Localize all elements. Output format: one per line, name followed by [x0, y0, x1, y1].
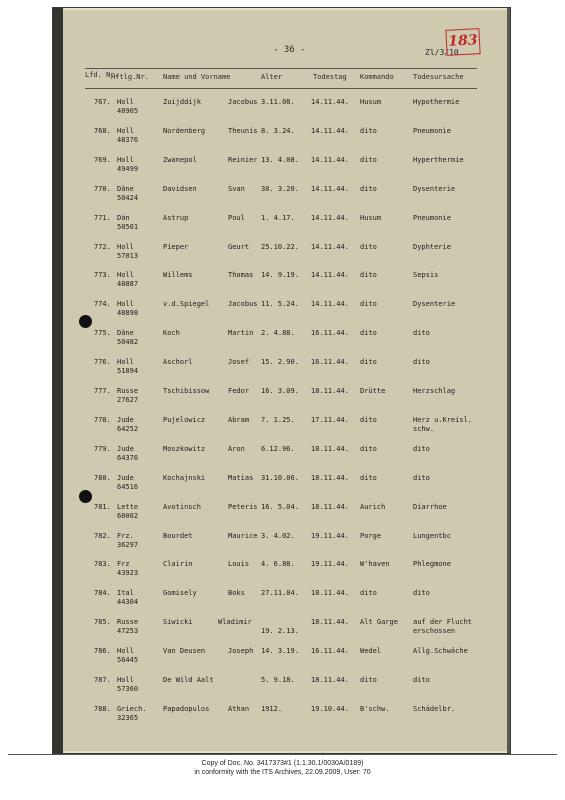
row-cause-of-death: Allg.Schwäche: [413, 647, 468, 656]
row-nationality: Jude: [117, 473, 134, 482]
row-kommando: Husum: [360, 98, 382, 106]
header-kommando: Kommando: [360, 73, 394, 81]
row-entry-number: 775.: [94, 329, 111, 338]
row-death-date: 16.11.44.: [311, 329, 349, 338]
row-first-name: Boks: [228, 589, 245, 598]
row-cause-of-death: Sepsis: [413, 271, 439, 280]
row-entry-number: 776.: [94, 358, 111, 367]
row-surname: Gomisely: [163, 589, 197, 598]
row-cause-of-death: Pneumonie: [413, 213, 451, 222]
footer-line-1: Copy of Doc. No. 3417373#1 (1.1.30.1/0030A/0189): [201, 760, 364, 767]
row-death-date: 19.10.44.: [311, 704, 349, 713]
row-death-date: 14.11.44.: [311, 213, 349, 222]
header-haeftling-nr: Hftlg.Nr.: [111, 73, 149, 81]
row-surname: Avotinsch: [163, 502, 201, 511]
row-entry-number: 788.: [94, 704, 111, 713]
row-death-date: 19.11.44.: [311, 560, 349, 569]
row-first-name: Reinier: [228, 155, 258, 164]
row-nationality: Holl: [117, 155, 134, 164]
row-kommando: dito: [360, 676, 377, 684]
row-kommando: W'haven: [360, 560, 390, 569]
row-death-date: 18.11.44.: [311, 444, 349, 453]
header-alter: Alter: [261, 73, 283, 81]
row-prisoner-number: 48887: [117, 280, 139, 289]
archive-stamp: 183: [445, 28, 480, 56]
row-surname: Moszkowitz: [163, 444, 206, 453]
row-nationality: Holl: [117, 271, 134, 280]
row-surname: Willems: [163, 271, 193, 280]
footer-line-2: in conformity with the ITS Archives, 22.09.2009, User: 70: [194, 769, 371, 776]
row-cause-of-death: Dysenterie: [413, 300, 456, 309]
row-birth-date: 4. 6.88.: [261, 560, 295, 569]
row-cause-of-death: Pneumonie: [413, 126, 451, 135]
header-todestag: Todestag: [313, 73, 347, 81]
row-entry-number: 771.: [94, 213, 111, 222]
row-nationality: Ital: [117, 589, 134, 598]
row-nationality: Holl: [117, 676, 134, 684]
row-prisoner-number: 50424: [117, 193, 139, 202]
punch-hole: [79, 490, 92, 503]
row-prisoner-number: 64376: [117, 453, 139, 462]
row-surname: Astrup: [163, 213, 189, 222]
row-first-name: Maurice: [228, 531, 258, 540]
header-name: Name und Vorname: [163, 73, 231, 81]
footer-rule: [8, 754, 557, 755]
row-first-name: Svan: [228, 184, 245, 193]
row-cause-of-death: Schädelbr.: [413, 704, 456, 713]
row-death-date: 18.11.44.: [311, 502, 349, 511]
row-nationality: Holl: [117, 98, 134, 106]
row-kommando: dito: [360, 271, 377, 280]
row-first-name: Peteris: [228, 502, 258, 511]
row-prisoner-number: 44304: [117, 598, 139, 607]
row-cause-of-death-cont: erschossen: [413, 627, 456, 636]
row-kommando: dito: [360, 242, 377, 251]
row-birth-date: 16. 5.04.: [261, 502, 299, 511]
row-birth-date: 16. 3.09.: [261, 387, 299, 395]
row-cause-of-death: auf der Flucht: [413, 618, 473, 627]
row-prisoner-number: 50501: [117, 222, 139, 231]
row-first-name: Louis: [228, 560, 250, 569]
row-nationality: Holl: [117, 242, 134, 251]
document-scan: [52, 7, 511, 754]
row-cause-of-death: dito: [413, 358, 430, 367]
row-death-date: 18.11.44.: [311, 589, 349, 598]
row-death-date: 18.11.44.: [311, 387, 349, 395]
document-reference: Zl/3/10: [425, 48, 459, 57]
row-entry-number: 784.: [94, 589, 111, 598]
punch-hole: [79, 315, 92, 328]
row-death-date: 14.11.44.: [311, 126, 349, 135]
row-kommando: dito: [360, 444, 377, 453]
row-death-date: 14.11.44.: [311, 155, 349, 164]
row-cause-of-death: Hypothermie: [413, 98, 460, 106]
row-cause-of-death: dito: [413, 589, 430, 598]
row-death-date: 14.11.44.: [311, 271, 349, 280]
row-birth-date: 5. 9.18.: [261, 676, 295, 684]
row-surname: Siwicki: [163, 618, 193, 627]
row-nationality: Jude: [117, 444, 134, 453]
row-prisoner-number: 48898: [117, 309, 139, 318]
row-prisoner-number: 32365: [117, 713, 139, 722]
row-kommando: dito: [360, 358, 377, 367]
row-kommando: dito: [360, 155, 377, 164]
row-death-date: 16.11.44.: [311, 358, 349, 367]
row-cause-of-death: Herz u.Kreisl.: [413, 415, 473, 424]
row-cause-of-death-cont: schw.: [413, 424, 435, 433]
row-death-date: 17.11.44.: [311, 415, 349, 424]
row-nationality: Russe: [117, 387, 139, 395]
row-nationality: Frz: [117, 560, 130, 569]
row-surname: Zwanepol: [163, 155, 197, 164]
row-first-name: Jacobus: [228, 300, 258, 309]
row-kommando: Aurich: [360, 502, 386, 511]
row-surname: Papadopulos: [163, 704, 210, 713]
row-surname: Bourdet: [163, 531, 193, 540]
row-prisoner-number: 50482: [117, 338, 139, 347]
row-cause-of-death: dito: [413, 473, 430, 482]
row-birth-date: 27.11.04.: [261, 589, 299, 598]
row-surname: Davidsen: [163, 184, 197, 193]
row-nationality: Griech.: [117, 704, 147, 713]
row-death-date: 18.11.44.: [311, 473, 349, 482]
row-entry-number: 782.: [94, 531, 111, 540]
row-kommando: Husum: [360, 213, 382, 222]
row-entry-number: 783.: [94, 560, 111, 569]
row-cause-of-death: dito: [413, 676, 430, 684]
row-first-name: Abram: [228, 415, 250, 424]
row-first-name: Joseph: [228, 647, 254, 656]
page-number: - 36 -: [273, 45, 306, 55]
row-death-date: 19.11.44.: [311, 531, 349, 540]
row-birth-date: 13. 4.08.: [261, 155, 299, 164]
row-prisoner-number: 64516: [117, 482, 139, 491]
row-prisoner-number: 64252: [117, 424, 139, 433]
row-kommando: dito: [360, 126, 377, 135]
header-todesursache: Todesursache: [413, 73, 464, 81]
row-nationality: Holl: [117, 647, 134, 656]
row-prisoner-number: 48905: [117, 107, 139, 115]
row-death-date: 14.11.44.: [311, 98, 349, 106]
row-prisoner-number: 47253: [117, 627, 139, 636]
row-surname: Pieper: [163, 242, 189, 251]
row-surname: Koch: [163, 329, 180, 338]
row-first-name: Geurt: [228, 242, 250, 251]
row-birth-date: 25.10.22.: [261, 242, 299, 251]
row-entry-number: 768.: [94, 126, 111, 135]
row-first-name: Wladimir: [218, 618, 252, 627]
row-entry-number: 785.: [94, 618, 111, 627]
row-surname: Clairin: [163, 560, 193, 569]
row-death-date: 14.11.44.: [311, 184, 349, 193]
row-prisoner-number: 43923: [117, 569, 139, 578]
row-nationality: Däne: [117, 329, 134, 338]
row-first-name: Theunis: [228, 126, 258, 135]
row-birth-date: 1. 4.17.: [261, 213, 295, 222]
row-entry-number: 787.: [94, 676, 111, 684]
row-entry-number: 786.: [94, 647, 111, 656]
row-entry-number: 767.: [94, 98, 111, 106]
row-kommando: dito: [360, 184, 377, 193]
row-first-name: Fedor: [228, 387, 250, 395]
row-surname: Zuijddijk: [163, 98, 201, 106]
row-nationality: Holl: [117, 300, 134, 309]
row-surname: De Wild Aalt: [163, 676, 214, 684]
row-surname: Aschorl: [163, 358, 193, 367]
row-entry-number: 770.: [94, 184, 111, 193]
row-cause-of-death: Dyphterie: [413, 242, 451, 251]
row-entry-number: 774.: [94, 300, 111, 309]
row-prisoner-number: 27627: [117, 396, 139, 404]
row-entry-number: 781.: [94, 502, 111, 511]
row-birth-date: 6.12.96.: [261, 444, 295, 453]
row-prisoner-number: 56445: [117, 656, 139, 665]
row-death-date: 14.11.44.: [311, 300, 349, 309]
row-entry-number: 780.: [94, 473, 111, 482]
row-birth-date: 19. 2.13.: [261, 627, 299, 636]
row-entry-number: 772.: [94, 242, 111, 251]
row-kommando: dito: [360, 415, 377, 424]
row-death-date: 18.11.44.: [311, 618, 349, 627]
row-entry-number: 773.: [94, 271, 111, 280]
row-first-name: Athan: [228, 704, 250, 713]
row-first-name: Josef: [228, 358, 250, 367]
row-death-date: 14.11.44.: [311, 242, 349, 251]
row-nationality: Däne: [117, 184, 134, 193]
row-entry-number: 778.: [94, 415, 111, 424]
row-birth-date: 7. 1.25.: [261, 415, 295, 424]
row-birth-date: 31.10.06.: [261, 473, 299, 482]
row-prisoner-number: 60002: [117, 511, 139, 520]
row-cause-of-death: Herzschlag: [413, 387, 456, 395]
row-death-date: 18.11.44.: [311, 676, 349, 684]
header-nr: Lfd. Nr.: [85, 71, 119, 79]
row-kommando: Porge: [360, 531, 382, 540]
row-birth-date: 30. 3.20.: [261, 184, 299, 193]
row-birth-date: 15. 2.90.: [261, 358, 299, 367]
row-birth-date: 8. 3.24.: [261, 126, 295, 135]
row-prisoner-number: 57360: [117, 685, 139, 693]
row-first-name: Jacobus: [228, 98, 258, 106]
row-cause-of-death: Diarrhoe: [413, 502, 447, 511]
row-birth-date: 1912.: [261, 704, 283, 713]
row-nationality: Lette: [117, 502, 139, 511]
row-kommando: dito: [360, 473, 377, 482]
row-cause-of-death: Lungentbc: [413, 531, 451, 540]
row-birth-date: 14. 3.19.: [261, 647, 299, 656]
row-birth-date: 11. 5.24.: [261, 300, 299, 309]
row-first-name: Matias: [228, 473, 254, 482]
row-cause-of-death: dito: [413, 329, 430, 338]
row-prisoner-number: 49499: [117, 164, 139, 173]
row-surname: Van Deusen: [163, 647, 206, 656]
row-surname: v.d.Spiegel: [163, 300, 210, 309]
header-rule-top: [85, 68, 477, 69]
row-kommando: dito: [360, 329, 377, 338]
row-birth-date: 2. 4.88.: [261, 329, 295, 338]
row-surname: Pujelowicz: [163, 415, 206, 424]
row-kommando: Wedel: [360, 647, 382, 656]
row-birth-date: 3.11.08.: [261, 98, 295, 106]
row-entry-number: 769.: [94, 155, 111, 164]
row-surname: Tschibissow: [163, 387, 210, 395]
row-cause-of-death: Dysenterie: [413, 184, 456, 193]
row-entry-number: 777.: [94, 387, 111, 395]
row-kommando: Drütte: [360, 387, 386, 395]
row-first-name: Thomas: [228, 271, 254, 280]
row-kommando: dito: [360, 300, 377, 309]
row-nationality: Frz.: [117, 531, 134, 540]
row-surname: Nordenberg: [163, 126, 206, 135]
row-prisoner-number: 36297: [117, 540, 139, 549]
row-prisoner-number: 48376: [117, 135, 139, 144]
row-entry-number: 779.: [94, 444, 111, 453]
row-death-date: 16.11.44.: [311, 647, 349, 656]
row-first-name: Aron: [228, 444, 245, 453]
row-nationality: Holl: [117, 358, 134, 367]
row-prisoner-number: 51894: [117, 367, 139, 376]
row-kommando: Alt Garge: [360, 618, 398, 627]
row-first-name: Poul: [228, 213, 245, 222]
row-kommando: B'schw.: [360, 704, 390, 713]
header-rule-bottom: [85, 88, 477, 89]
row-nationality: Jude: [117, 415, 134, 424]
row-nationality: Russe: [117, 618, 139, 627]
row-birth-date: 14. 9.19.: [261, 271, 299, 280]
row-cause-of-death: dito: [413, 444, 430, 453]
row-cause-of-death: Hyperthermie: [413, 155, 464, 164]
row-first-name: Martin: [228, 329, 254, 338]
row-kommando: dito: [360, 589, 377, 598]
row-cause-of-death: Phlegmone: [413, 560, 451, 569]
row-prisoner-number: 57013: [117, 251, 139, 260]
row-nationality: Dän: [117, 213, 130, 222]
row-nationality: Holl: [117, 126, 134, 135]
row-birth-date: 3. 4.02.: [261, 531, 295, 540]
row-surname: Kochajnski: [163, 473, 206, 482]
